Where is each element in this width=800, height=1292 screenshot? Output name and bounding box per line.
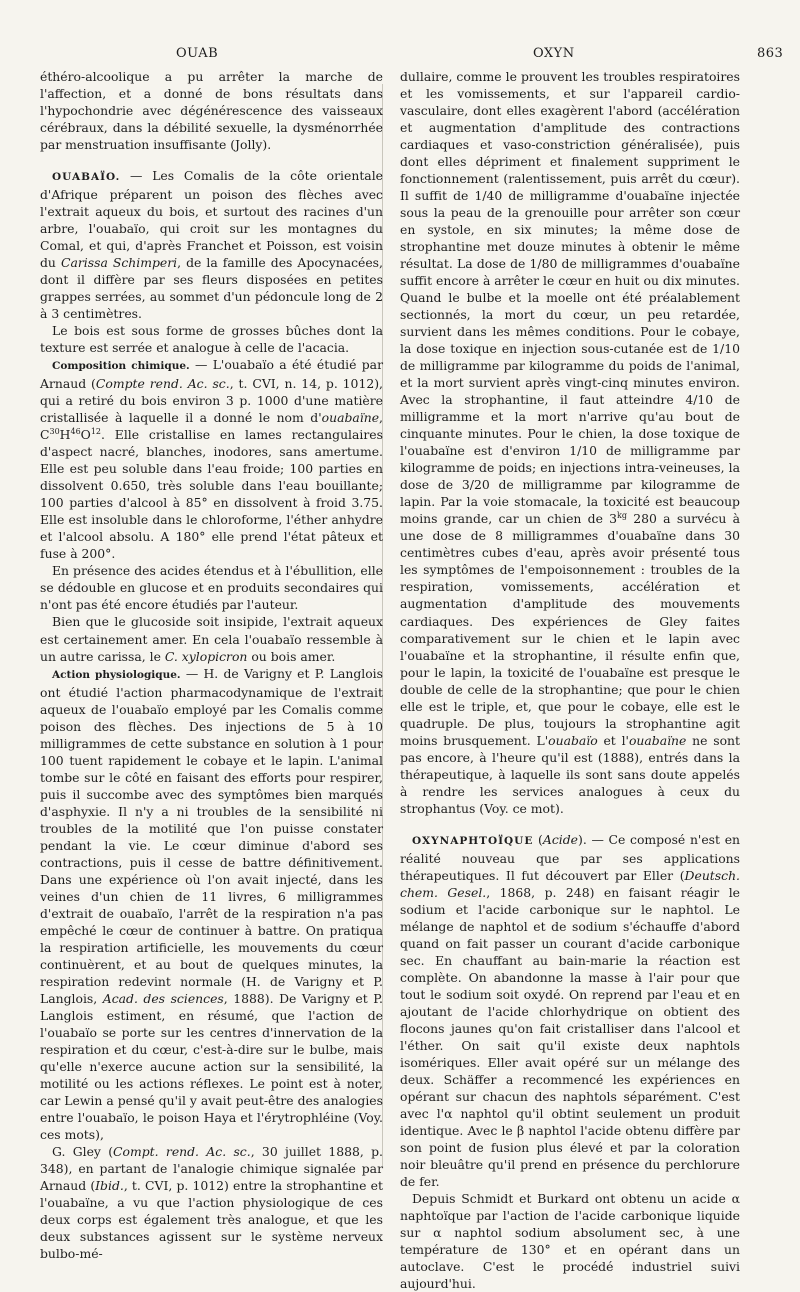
- paragraph-composition: [40, 356, 383, 562]
- paragraph-text: ou bois amer.: [247, 648, 336, 664]
- paragraph-text: , 30 juillet 1888, p. 348), en partant de l'analogie chimique signalée par Arnaud (: [40, 1143, 383, 1193]
- paragraph-text: 280 a survécu à une dose de 8 milligrammes d'ouabaïne dans 30 centimètres cubes d'eau, après avoir présenté tous les symptômes de l'empoisonnement : troubles de la respiration, vomissements, accélération et augmentation d'amplitude des mouvements cardiaques. Des expériences de Gley faites comparativement sur le chien et le lapin avec l'ouabaïne et la strophantine, il résulte enfin que, pour le lapin, la toxicité de l'ouabaïne est presque le double de celle de la strophantine; que pour le chien elle est le triple, et, que pour le cobaye, elle est le quadruple. De plus, toujours la strophantine agit moins brusquement. L': [400, 511, 740, 748]
- paragraph-acides: En présence des acides étendus et à l'ébullition, elle se dédouble en glucose et en produits secondaires qui n'ont pas été encore étudiés par l'auteur.: [40, 563, 383, 613]
- paragraph-text: ne sont pas encore, à l'heure qu'il est (1888), entrés dans la thérapeutique, à laquelle ils sont sans doute appelés à rendre les services analogues à ceux du strophantus (Voy. ce mot).: [400, 732, 740, 816]
- formula-text: , C: [40, 410, 383, 443]
- paragraph-text: dullaire, comme le prouvent les troubles respiratoires et les vomissements, et sur l'appareil cardio-vasculaire, dont elles exagèrent l'abord (accélération et augmentation d'amplitude des contractions cardiaques et vaso-constriction généralisée), puis dont elles dépriment et finalement suppriment le fonctionnement (ralentissement, puis arrêt du cœur). Il suffit de 1/40 de milligramme d'ouabaïne injectée sous la peau de la grenouille pour arrêter son cœur en systole, en six minutes; la même dose de strophantine met douze minutes à obtenir le même résultat. La dose de 1/80 de milligrammes d'ouabaïne suffit encore à arrêter le cœur en huit ou dix minutes. Quand le bulbe et la moelle ont été préalablement sectionnés, la mort du cœur, un peu retardée, survient dans les mêmes conditions. Pour le cobaye, la dose toxique en injection sous-cutanée est de 1/10 de milligramme par kilogramme du poids de l'animal, et la mort survient après vingt-cinq minutes environ. Avec la strophantine, il faut atteindre 4/10 de milligramme et la mort n'arrive qu'au bout de cinquante minutes. Pour le chien, la dose toxique de l'ouabaïne est d'environ 1/10 de milligramme par kilogramme de poids; en injections intra-veineuses, la dose de 3/20 de milligramme par kilogramme de lapin. Par la voie stomacale, la toxicité est beaucoup moins grande, car un chien de 3: [400, 69, 740, 527]
- paragraph-text: , de la famille des Apocynacées, dont il diffère par ses fleurs disposées en petites grappes serrées, au sommet d'un pédoncule long de 2 à 3 centimètres.: [40, 255, 383, 322]
- citation: Compte rend. Ac. sc.: [95, 376, 230, 392]
- paragraph-text: G. Gley (: [52, 1143, 114, 1159]
- paragraph-text: Bien que le glucoside soit insipide, l'extrait aqueux est certainement amer. En cela l'ouabaïo ressemble à un autre carissa, le: [40, 614, 383, 664]
- paragraph-text: , t. CVI, p. 1012) entre la strophantine et l'ouabaïne, a vu que l'action physiologique de ces deux corps est également très analogue, et que les deux substances agissent sur le système nerveux bulbo-mé-: [40, 1178, 383, 1262]
- subheading-action: Action physiologique.: [52, 668, 181, 681]
- right-column: [400, 68, 740, 1292]
- unit-superscript: kg: [617, 511, 628, 521]
- formula-text: O: [80, 427, 91, 443]
- species-name: Carissa Schimperi: [60, 255, 178, 271]
- formula-subscript: 12: [90, 427, 102, 437]
- citation: Compt. rend. Ac. sc.: [113, 1143, 251, 1159]
- formula-subscript: 46: [70, 427, 81, 437]
- paragraph-text: — H. de Varigny et P. Langlois ont étudié l'action pharmacodynamique de l'extrait aqueux de l'ouabaïo employé par les Comalis comme poison des flèches. Des injections de 5 à 10 milligrammes de cette substance en solution à 1 pour 100 tuent rapidement le cobaye et le lapin. L'animal tombe sur le côté en faisant des efforts pour respirer, puis il succombe avec des symptômes bien marqués d'asphyxie. Il n'y a ni troubles de la sensibilité ni troubles de la motilité que l'on puisse constater pendant la vie. Le cœur diminue d'abord ses contractions, puis il cesse de battre définitivement. Dans une expérience où l'on avait injecté, dans les veines d'un chien de 11 livres, 6 milligrammes d'extrait de ouabaïo, l'arrêt de la respiration n'a pas empêché le cœur de continuer à battre. On pratiqua la respiration artificielle, les mouvements du cœur continuèrent, et au bout de quelques minutes, la respiration redevint normale (H. de Varigny et P. Langlois,: [40, 665, 383, 1006]
- paragraph-text: — Ce composé n'est en réalité nouveau que par ses applications thérapeutiques. Il fut découvert par Eller (: [400, 831, 741, 883]
- species-name: C. xylopicron: [164, 648, 248, 664]
- subheading-composition: Composition chimique.: [52, 360, 190, 373]
- entry-oxynaphtoique: OXYNAPHTOÏQUE (Acide). — Ce composé n'est en réalité nouveau que par ses applications thérapeutiques. Il fut découvert par Eller (Deutsch. chem. Gesel., 1868, p. 248) en faisant réagir le sodium et l'acide carbonique sur le naphtol. Le mélange de naphtol et de sodium s'échauffe d'abord quand on fait passer un courant d'acide carbonique sec. En chauffant au bain-marie la réaction est complète. On abandonne la masse à l'air pour que tout le sodium soit oxydé. On reprend par l'eau et en ajoutant de l'acide chlorhydrique on obtient des flocons jaunes qu'on fait cristalliser dans l'alcool et l'éther. On sait qu'il existe deux naphtols isomériques. Eller avait opéré sur un mélange des deux. Schäffer a recommencé les expériences en opérant sur chacun des naphtols séparément. C'est avec l'α naphtol qu'il obtint seulement un produit identique. Avec le β naphtol l'acide obtenu diffère par son point de fusion plus élevé et par la coloration noir bleuâtre qu'il prend en présence du perchlorure de fer.: [400, 831, 741, 1189]
- citation: Deutsch. chem. Gesel.: [400, 867, 740, 900]
- paragraph-glucoside: [40, 613, 383, 664]
- paragraph-continuation: [400, 68, 740, 817]
- entry-ouabaio: [40, 167, 383, 322]
- paragraph-text: et l': [597, 732, 629, 748]
- running-header: [0, 46, 800, 66]
- paragraph-text: — Les Comalis de la côte orientale d'Afrique préparent un poison des flèches avec l'extrait aqueux du bois, et surtout des racines d'un arbre, l'ouabaïo, qui croit sur les montagnes du Comal, et qui, d'après Franchet et Poisson, est voisin du: [40, 168, 383, 271]
- paragraph-text: , 1868, p. 248) en faisant réagir le sodium et l'acide carbonique sur le naphtol. Le mélange de naphtol et de sodium s'échauffe d'abord quand on fait passer un courant d'acide carbonique sec. En chauffant au bain-marie la réaction est complète. On abandonne la masse à l'air pour que tout le sodium soit oxydé. On reprend par l'eau et en ajoutant de l'acide chlorhydrique on obtient des flocons jaunes qu'on fait cristalliser dans l'alcool et l'éther. On sait qu'il existe deux naphtols isomériques. Eller avait opéré sur un mélange des deux. Schäffer a recommencé les expériences en opérant sur chacun des naphtols séparément. C'est avec l'α naphtol qu'il obtint seulement un produit identique. Avec le β naphtol l'acide obtenu diffère par son point de fusion plus élevé et par la coloration noir bleuâtre qu'il prend en présence du perchlorure de fer.: [400, 884, 740, 1189]
- paragraph-gley: [40, 1143, 383, 1262]
- citation: Ibid.: [95, 1178, 124, 1193]
- entry-heading-oxynaphtoique: OXYNAPHTOÏQUE: [412, 834, 534, 847]
- formula-subscript: 30: [49, 427, 60, 437]
- term-ouabaine: ouabaïne: [628, 732, 687, 748]
- header-center: OXYN: [533, 46, 575, 61]
- paragraph-text: . Elle cristallise en lames rectangulaires d'aspect nacré, blanches, inodores, sans amertume. Elle est peu soluble dans l'eau froide; 100 parties en dissolvent 0.650, très soluble dans l'eau bouillante; 100 parties d'alcool à 85° en dissolvent à froid 3.75. Elle est insoluble dans le chloroforme, l'éther anhydre et l'alcool absolu. A 180° elle prend l'état pâteux et fuse à 200°.: [40, 427, 383, 562]
- term-ouabaio: ouabaïo: [548, 732, 598, 748]
- entry-heading-ouabaio: OUABAÏO.: [52, 171, 121, 184]
- left-column: [40, 68, 383, 1262]
- paragraph-continuation: éthéro-alcoolique a pu arrêter la marche de l'affection, et a donné de bons résultats dans l'hypochondrie avec dégénérescence des vaisseaux cérébraux, dans la débilité sexuelle, la dysménorrhée par menstruation insuffisante (Jolly).: [40, 69, 383, 153]
- term-ouabaine: ouabaïne: [321, 410, 380, 426]
- paragraph-schmidt: Depuis Schmidt et Burkard ont obtenu un acide α naphtoïque par l'action de l'acide carbonique liquide sur α naphtol sodium absolument sec, à une température de 130° et en opérant dans un autoclave. C'est le procédé industriel suivi aujourd'hui.: [400, 1191, 740, 1292]
- paragraph-text: , 1888). De Varigny et P. Langlois estiment, en résumé, que l'action de l'ouabaïo se porte sur les centres d'innervation de la respiration et du cœur, c'est-à-dire sur le bulbe, mais qu'elle n'exerce aucune action sur la sensibilité, la motilité ou les actions réflexes. Le point est à noter, car Lewin a pensé qu'il y avait peut-être des analogies entre l'ouabaïo, le poison Haya et l'érytrophléine (Voy. ces mots),: [40, 990, 383, 1142]
- entry-subtitle: Acide: [542, 831, 578, 847]
- paragraph-action: [40, 665, 383, 1143]
- citation: Acad. des sciences: [102, 990, 224, 1006]
- paragraph-text: , t. CVI, n. 14, p. 1012), qui a retiré du bois environ 3 p. 1000 d'une matière cristallisée à laquelle il a donné le nom d': [40, 376, 383, 426]
- paragraph-bois: Le bois est sous forme de grosses bûches dont la texture est serrée et analogue à celle de l'acacia.: [40, 323, 383, 356]
- header-left: OUAB: [176, 46, 219, 61]
- paragraph-text: — L'ouabaïo a été étudié par Arnaud (: [40, 357, 383, 392]
- formula-text: H: [59, 427, 71, 443]
- page-number: 863: [757, 46, 784, 61]
